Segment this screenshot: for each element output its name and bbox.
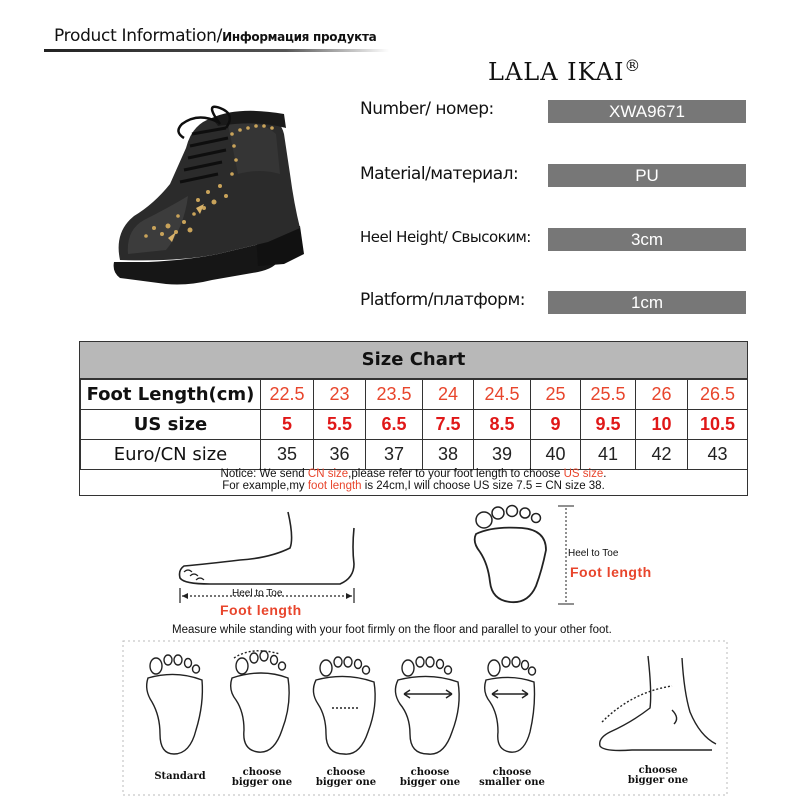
size-cell: 42 <box>636 440 688 470</box>
size-cell: 41 <box>581 440 636 470</box>
foot-shape-2 <box>222 648 302 760</box>
caption-line: choose <box>410 767 450 778</box>
size-cell: 24.5 <box>474 380 531 410</box>
caption-line: bigger one <box>231 777 293 788</box>
size-row-us <box>81 410 748 440</box>
side-heel-to-toe-label: Heel to Toe <box>232 588 283 599</box>
row-header: Foot Length(cm) <box>81 380 261 410</box>
caption-line: choose <box>492 767 532 778</box>
page-title-ru: Информация продукта <box>222 30 377 44</box>
boot-product-image <box>108 104 308 290</box>
size-cell: 24 <box>423 380 474 410</box>
caption-line: choose <box>638 765 678 776</box>
caption-choose-bigger-2 <box>306 768 386 788</box>
size-cell: 10.5 <box>688 410 748 440</box>
spec-value-heel-height: 3cm <box>548 228 746 251</box>
notice-text: . <box>603 468 607 480</box>
row-header: Euro/CN size <box>81 440 261 470</box>
size-cell: 23.5 <box>366 380 423 410</box>
page-title-en: Product Information/ <box>54 26 223 46</box>
top-foot-length-label: Foot length <box>570 564 652 580</box>
notice-highlight: US size <box>563 468 604 480</box>
size-cell: 35 <box>261 440 314 470</box>
notice-highlight: foot length <box>307 480 362 492</box>
notice-text: Notice: We send <box>220 468 308 480</box>
spec-value-number: XWA9671 <box>548 100 746 123</box>
caption-choose-bigger-4 <box>618 766 698 786</box>
caption-choose-smaller <box>472 768 552 788</box>
caption-line: Standard <box>154 771 206 782</box>
notice-line-1 <box>80 468 747 480</box>
size-cell: 7.5 <box>423 410 474 440</box>
size-cell: 36 <box>314 440 366 470</box>
caption-line: bigger one <box>627 775 689 786</box>
notice-text: ,please refer to your foot length to choose <box>348 468 564 480</box>
size-chart-table <box>80 379 748 470</box>
foot-shape-5 <box>472 650 552 762</box>
spec-label-number: Number/ номер: <box>360 99 494 119</box>
top-heel-to-toe-label: Heel to Toe <box>568 548 619 559</box>
brand-logo <box>488 56 641 86</box>
notice-line-2 <box>80 480 747 492</box>
side-foot-length-label: Foot length <box>220 602 302 618</box>
size-cell: 9.5 <box>581 410 636 440</box>
size-cell: 10 <box>636 410 688 440</box>
size-chart-title: Size Chart <box>80 342 747 379</box>
size-cell: 40 <box>531 440 581 470</box>
size-cell: 39 <box>474 440 531 470</box>
foot-shape-4 <box>390 650 470 762</box>
caption-line: choose <box>242 767 282 778</box>
spec-value-platform: 1cm <box>548 291 746 314</box>
size-cell: 37 <box>366 440 423 470</box>
size-chart-notice <box>80 468 747 492</box>
caption-standard <box>140 772 220 782</box>
row-header: US size <box>81 410 261 440</box>
size-cell: 25.5 <box>581 380 636 410</box>
spec-label-heel-height: Heel Height/ Свысоким: <box>360 228 531 246</box>
notice-text: For example,my <box>222 480 308 492</box>
size-row-euro-cn <box>81 440 748 470</box>
size-cell: 6.5 <box>366 410 423 440</box>
size-cell: 5 <box>261 410 314 440</box>
caption-line: smaller one <box>479 777 545 788</box>
size-cell: 23 <box>314 380 366 410</box>
foot-shape-3 <box>306 650 386 762</box>
notice-text: is 24cm,I will choose US size 7.5 = CN size 38. <box>361 480 605 492</box>
size-cell: 8.5 <box>474 410 531 440</box>
size-cell: 22.5 <box>261 380 314 410</box>
size-row-foot-length <box>81 380 748 410</box>
brand-name: LALA IKAI <box>488 58 625 86</box>
caption-choose-bigger-1 <box>222 768 302 788</box>
size-cell: 25 <box>531 380 581 410</box>
registered-mark: ® <box>624 56 642 75</box>
size-cell: 43 <box>688 440 748 470</box>
header-underline <box>44 49 389 52</box>
spec-value-material: PU <box>548 164 746 187</box>
spec-label-platform: Platform/платформ: <box>360 290 526 310</box>
caption-line: bigger one <box>315 777 377 788</box>
foot-shape-instep <box>592 652 722 764</box>
caption-line: choose <box>326 767 366 778</box>
measure-instruction: Measure while standing with your foot firmly on the floor and parallel to your other foot. <box>172 624 612 636</box>
size-cell: 26 <box>636 380 688 410</box>
size-cell: 9 <box>531 410 581 440</box>
size-chart <box>79 341 748 496</box>
page-title <box>54 26 376 46</box>
foot-shape-standard <box>138 650 218 762</box>
notice-highlight: CN size <box>307 468 349 480</box>
size-cell: 26.5 <box>688 380 748 410</box>
caption-line: bigger one <box>399 777 461 788</box>
size-cell: 38 <box>423 440 474 470</box>
caption-choose-bigger-3 <box>390 768 470 788</box>
size-cell: 5.5 <box>314 410 366 440</box>
spec-label-material: Material/материал: <box>360 164 519 184</box>
